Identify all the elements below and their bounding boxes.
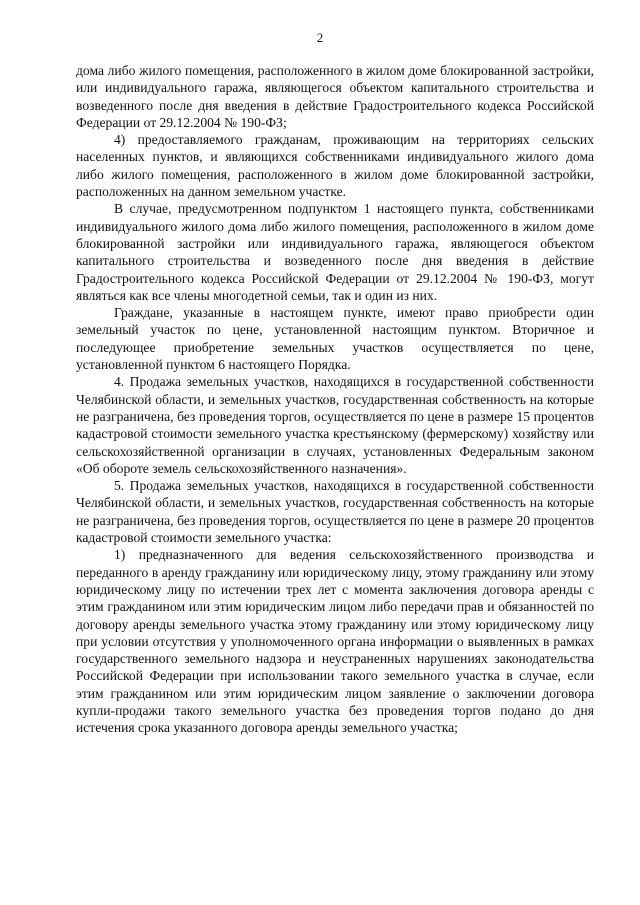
- paragraph: 1) предназначенного для ведения сельскохозяйственного производства и переданного в аренду гражданину или юридическому лицу, этому гражданину или этому юридическому лицу по истечении трех лет с момента заключения договора аренды с этим гражданином или этим юридическим лицом либо передачи прав и обязанностей по договору аренды земельного участка этому гражданину или этому юридическому лицу при условии отсутствия у уполномоченного органа информации о выявленных в рамках государственного земельного надзора и неустраненных нарушениях законодательства Российской Федерации при использовании такого земельного участка в случае, если этим гражданином или этим юридическим лицом заявление о заключении договора купли-продажи такого земельного участка без проведения торгов подано до дня истечения срока указанного договора аренды земельного участка;: [76, 547, 594, 736]
- paragraph: 5. Продажа земельных участков, находящихся в государственной собственности Челябинской области, и земельных участков, государственная собственность на которые не разграничена, без проведения торгов, осуществляется по цене в размере 20 процентов кадастровой стоимости земельного участка:: [76, 478, 594, 546]
- paragraph: 4) предоставляемого гражданам, проживающим на территориях сельских населенных пунктов, и являющихся собственниками индивидуального жилого дома либо жилого помещения, расположенного в жилом доме блокированной застройки, расположенных на данном земельном участке.: [76, 132, 594, 200]
- paragraph: 4. Продажа земельных участков, находящихся в государственной собственности Челябинской области, и земельных участков, государственная собственность на которые не разграничена, без проведения торгов, осуществляется по цене в размере 15 процентов кадастровой стоимости земельного участка крестьянскому (фермерскому) хозяйству или сельскохозяйственной организации в случаях, установленных Федеральным законом «Об обороте земель сельскохозяйственного назначения».: [76, 374, 594, 476]
- paragraph: Граждане, указанные в настоящем пункте, имеют право приобрести один земельный участок по цене, установленной настоящим пунктом. Вторичное и последующее приобретение земельных участков осуществляется по цене, установленной пунктом 6 настоящего Порядка.: [76, 305, 594, 373]
- paragraph: В случае, предусмотренном подпунктом 1 настоящего пункта, собственниками индивидуального жилого дома либо жилого помещения, расположенного в жилом доме блокированной застройки или индивидуального гаража, являющегося объектом капитального строительства и возведенного после дня введения в действие Градостроительного кодекса Российской Федерации от 29.12.2004 № 190-ФЗ, могут являться как все члены многодетной семьи, так и один из них.: [76, 201, 594, 303]
- paragraph: дома либо жилого помещения, расположенного в жилом доме блокированной застройки, или индивидуального гаража, являющегося объектом капитального строительства и возведенного после дня введения в действие Градостроительного кодекса Российской Федерации от 29.12.2004 № 190-ФЗ;: [76, 63, 594, 130]
- page-number: 2: [316, 30, 324, 45]
- document-body: [76, 62, 594, 737]
